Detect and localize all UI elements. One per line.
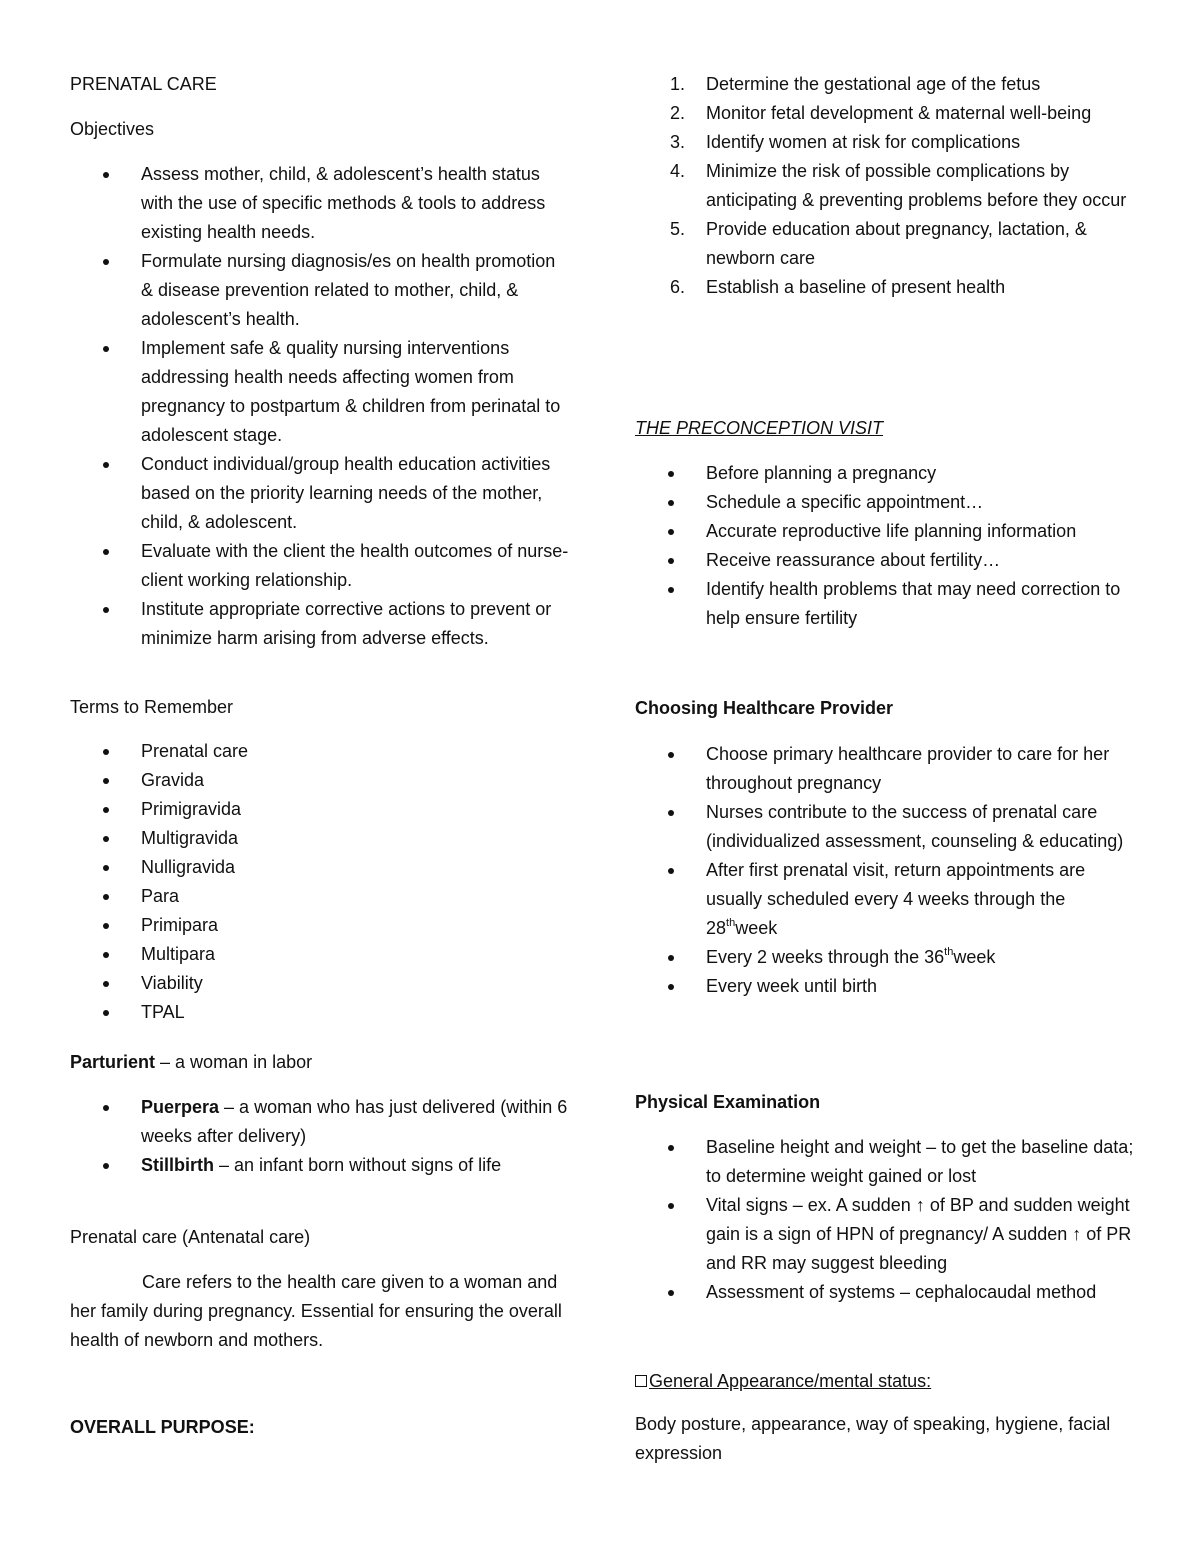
list-item <box>635 128 1135 157</box>
item-text: Provide education about pregnancy, lactation, & newborn care <box>706 219 1087 268</box>
overall-purpose-heading: OVERALL PURPOSE: <box>70 1417 255 1437</box>
list-item: Accurate reproductive life planning information <box>635 517 1135 546</box>
list-item <box>635 70 1135 99</box>
list-item: Viability <box>70 969 570 998</box>
objectives-heading: Objectives <box>70 119 155 139</box>
list-item: Conduct individual/group health education activities based on the priority learning needs of the mother, child, & adolescent. <box>70 450 570 537</box>
item-number: 2. <box>670 103 686 123</box>
item-text: Determine the gestational age of the fetus <box>706 74 1041 94</box>
preconception-list <box>635 459 1135 633</box>
list-item <box>635 157 1135 215</box>
item-number: 1. <box>670 74 686 94</box>
provider-heading: Choosing Healthcare Provider <box>635 698 894 718</box>
item-text: After first prenatal visit, return appointments are usually scheduled every 4 weeks through the 28 <box>706 860 1086 938</box>
list-item <box>635 856 1135 943</box>
item-number: 5. <box>670 219 686 239</box>
item-text-end: week <box>953 947 996 967</box>
appearance-paragraph: Body posture, appearance, way of speaking, hygiene, facial expression <box>635 1414 1111 1463</box>
exam-list <box>635 1133 1135 1307</box>
list-item: Evaluate with the client the health outcomes of nurse-client working relationship. <box>70 537 570 595</box>
item-number: 4. <box>670 161 686 181</box>
preconception-heading: THE PRECONCEPTION VISIT <box>635 418 884 438</box>
item-text: Establish a baseline of present health <box>706 277 1006 297</box>
list-item: Assessment of systems – cephalocaudal method <box>635 1278 1135 1307</box>
list-item: Para <box>70 882 570 911</box>
list-item: Vital signs – ex. A sudden ↑ of BP and sudden weight gain is a sign of HPN of pregnancy/ A sudden ↑ of PR and RR may suggest bleeding <box>635 1191 1135 1278</box>
list-item <box>635 215 1135 273</box>
list-item: Assess mother, child, & adolescent’s health status with the use of specific methods & tools to address existing health needs. <box>70 160 570 247</box>
list-item: Gravida <box>70 766 570 795</box>
list-item: Multipara <box>70 940 570 969</box>
definition-text: – an infant born without signs of life <box>214 1155 502 1175</box>
parturient-def: – a woman in labor <box>155 1052 313 1072</box>
item-text: Every 2 weeks through the 36 <box>706 947 945 967</box>
item-text: Minimize the risk of possible complications by anticipating & preventing problems before they occur <box>706 161 1127 210</box>
list-item: Primigravida <box>70 795 570 824</box>
list-item <box>635 99 1135 128</box>
list-item: Choose primary healthcare provider to care for her throughout pregnancy <box>635 740 1135 798</box>
item-text: Monitor fetal development & maternal well-being <box>706 103 1092 123</box>
definitions-list <box>70 1093 570 1180</box>
checkbox-icon <box>635 1375 647 1387</box>
list-item: Formulate nursing diagnosis/es on health promotion & disease prevention related to mother, child, & adolescent’s health. <box>70 247 570 334</box>
objectives-list <box>70 160 570 653</box>
appearance-heading-text: General Appearance/mental status: <box>649 1371 932 1391</box>
general-appearance-heading <box>635 1367 1135 1396</box>
item-text: Identify women at risk for complications <box>706 132 1021 152</box>
list-item: Receive reassurance about fertility… <box>635 546 1135 575</box>
antenatal-heading: Prenatal care (Antenatal care) <box>70 1227 311 1247</box>
definition-text: – a woman who has just delivered (within 6 weeks after delivery) <box>141 1097 568 1146</box>
list-item: Nurses contribute to the success of prenatal care (individualized assessment, counseling & educating) <box>635 798 1135 856</box>
list-item: Primipara <box>70 911 570 940</box>
superscript: th <box>726 917 736 929</box>
list-item <box>635 273 1135 302</box>
superscript: th <box>944 946 954 958</box>
list-item: Before planning a pregnancy <box>635 459 1135 488</box>
list-item: Prenatal care <box>70 737 570 766</box>
list-item: Every week until birth <box>635 972 1135 1001</box>
exam-heading: Physical Examination <box>635 1092 821 1112</box>
list-item <box>635 943 1135 972</box>
item-number: 3. <box>670 132 686 152</box>
antenatal-paragraph: Care refers to the health care given to a woman and her family during pregnancy. Essential for ensuring the overall health of newborn and mothers. <box>70 1272 562 1350</box>
list-item: Implement safe & quality nursing interventions addressing health needs affecting women from pregnancy to postpartum & children from perinatal to adolescent stage. <box>70 334 570 450</box>
definition-term: Puerpera <box>141 1097 220 1117</box>
item-text-end: week <box>735 918 778 938</box>
list-item <box>70 1151 570 1180</box>
list-item: Multigravida <box>70 824 570 853</box>
list-item: Nulligravida <box>70 853 570 882</box>
item-number: 6. <box>670 277 686 297</box>
provider-list <box>635 740 1135 1001</box>
list-item: TPAL <box>70 998 570 1027</box>
parturient-definition <box>70 1048 570 1077</box>
terms-list <box>70 737 570 1027</box>
terms-heading: Terms to Remember <box>70 697 234 717</box>
page-title: PRENATAL CARE <box>70 74 217 94</box>
list-item: Identify health problems that may need correction to help ensure fertility <box>635 575 1135 633</box>
parturient-term: Parturient <box>70 1052 156 1072</box>
definition-term: Stillbirth <box>141 1155 214 1175</box>
list-item <box>70 1093 570 1151</box>
purpose-list <box>635 70 1135 302</box>
list-item: Baseline height and weight – to get the baseline data; to determine weight gained or lost <box>635 1133 1135 1191</box>
list-item: Institute appropriate corrective actions to prevent or minimize harm arising from adverse effects. <box>70 595 570 653</box>
list-item: Schedule a specific appointment… <box>635 488 1135 517</box>
